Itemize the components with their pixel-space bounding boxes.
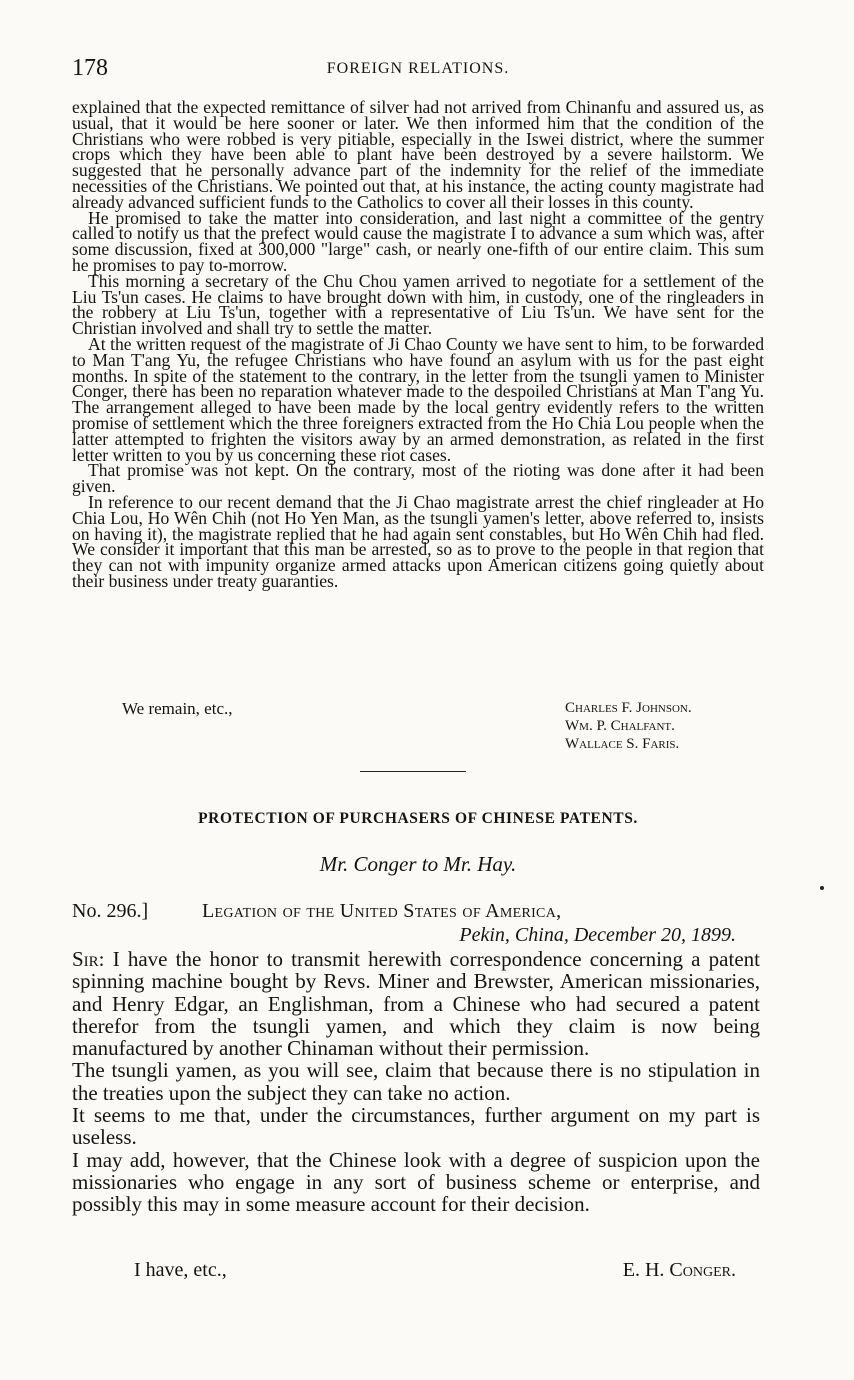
letter-continued-body	[72, 97, 764, 591]
letter-closing: We remain, etc.,	[122, 699, 233, 718]
signatory-name: Charles F. Johnson.	[565, 700, 692, 716]
salutation: Sir:	[72, 947, 105, 971]
body-paragraph: That promise was not kept. On the contrary, most of the rioting was done after it had been given.	[72, 460, 764, 497]
ink-speck	[820, 886, 824, 890]
body-paragraph: He promised to take the matter into consideration, and last night a committee of the gentry called to notify us that the prefect would cause the magistrate I to advance a sum which was, after some discussion, fixed at 300,000 "large" cash, or nearly one-fifth of our entire claim. This sum he promises to pay to-morrow.	[72, 207, 764, 275]
legation-line: Legation of the United States of America,	[202, 900, 562, 922]
dateline: Pekin, China, December 20, 1899.	[459, 924, 736, 946]
letter-signature-block	[72, 699, 764, 755]
document-number: No. 296.]	[72, 900, 149, 922]
body-paragraph: I may add, however, that the Chinese look with a degree of suspicion upon the missionaries who engage in any sort of business scheme or enterprise, and possibly this may in some measure account for their decision.	[72, 1147, 760, 1217]
section-title: PROTECTION OF PURCHASERS OF CHINESE PATENTS.	[198, 810, 638, 827]
section-divider	[360, 771, 466, 772]
running-title: FOREIGN RELATIONS.	[326, 60, 510, 77]
closing-phrase: I have, etc.,	[134, 1259, 227, 1281]
signatory-name: Wm. P. Chalfant.	[565, 718, 675, 734]
letter-heading: Mr. Conger to Mr. Hay.	[319, 852, 517, 876]
body-paragraph: At the written request of the magistrate of Ji Chao County we have sent to him, to be forwarded to Man T'ang Yu, the refugee Christians who have found an asylum with us for the past eight months. In spite of the statement to the contrary, in the letter from the tsungli yamen to Minister Conger, there has been no reparation whatever made to the despoiled Christians at Man T'ang Yu. The arrangement alleged to have been made by the local gentry evidently refers to the written promise of settlement which the three foreigners extracted from the Ho Chia Lou people when the latter attempted to frighten the visitors away by an armed demonstration, as related in the first letter written to you by us concerning these riot cases.	[72, 333, 764, 465]
letter-body	[72, 948, 760, 1216]
signatory-list	[565, 699, 692, 753]
paragraph-text: I have the honor to transmit herewith correspondence concerning a patent spinning machine bought by Revs. Miner and Brewster, American missionaries, and Henry Edgar, an Englishman, from a Chinese who had secured a patent therefor from the tsungli yamen, and which they claim is now being manufactured by another Chinaman without their permission.	[72, 947, 760, 1061]
body-paragraph: This morning a secretary of the Chu Chou yamen arrived to negotiate for a settlement of the Liu Ts'un cases. He claims to have brought down with him, in custody, one of the ringleaders in the robbery at Liu Ts'un, together with a representative of Liu Ts'un. We have sent for the Christian involved and shall try to settle the matter.	[72, 270, 764, 339]
signatory-name: Wallace S. Faris.	[565, 736, 680, 752]
page-header	[72, 55, 764, 83]
signature: E. H. Conger.	[622, 1259, 736, 1281]
body-paragraph	[72, 948, 760, 1059]
body-paragraph: In reference to our recent demand that the Ji Chao magistrate arrest the chief ringleader at Ho Chia Lou, Ho Wên Chih (not Ho Yen Man, as the tsungli yamen's letter, above referred to, insists on having it), the magistrate replied that he had again sent constables, but Ho Wên Chih had fled. We consider it important that this man be arrested, so as to prove to the people in that region that they can not with impunity organize armed attacks upon American citizens going quietly about their business under treaty guaranties.	[72, 491, 764, 591]
body-paragraph: explained that the expected remittance of silver had not arrived from Chinanfu and assured us, as usual, that it would be here sooner or later. We then informed him that the condition of the Christians who were robbed is very pitiable, especially in the Iswei district, where the summer crops which they have been able to plant have been destroyed by a severe hailstorm. We suggested that he personally advance part of the indemnity for the relief of the immediate necessities of the Christians. We pointed out that, at his instance, the acting county magistrate had already advanced sufficient funds to the Catholics to cover all their losses in this county.	[72, 97, 764, 212]
page-number: 178	[72, 55, 108, 81]
body-paragraph: It seems to me that, under the circumstances, further argument on my part is useless.	[72, 1103, 760, 1150]
body-paragraph: The tsungli yamen, as you will see, claim that because there is no stipulation in the treaties upon the subject they can take no action.	[72, 1058, 760, 1105]
